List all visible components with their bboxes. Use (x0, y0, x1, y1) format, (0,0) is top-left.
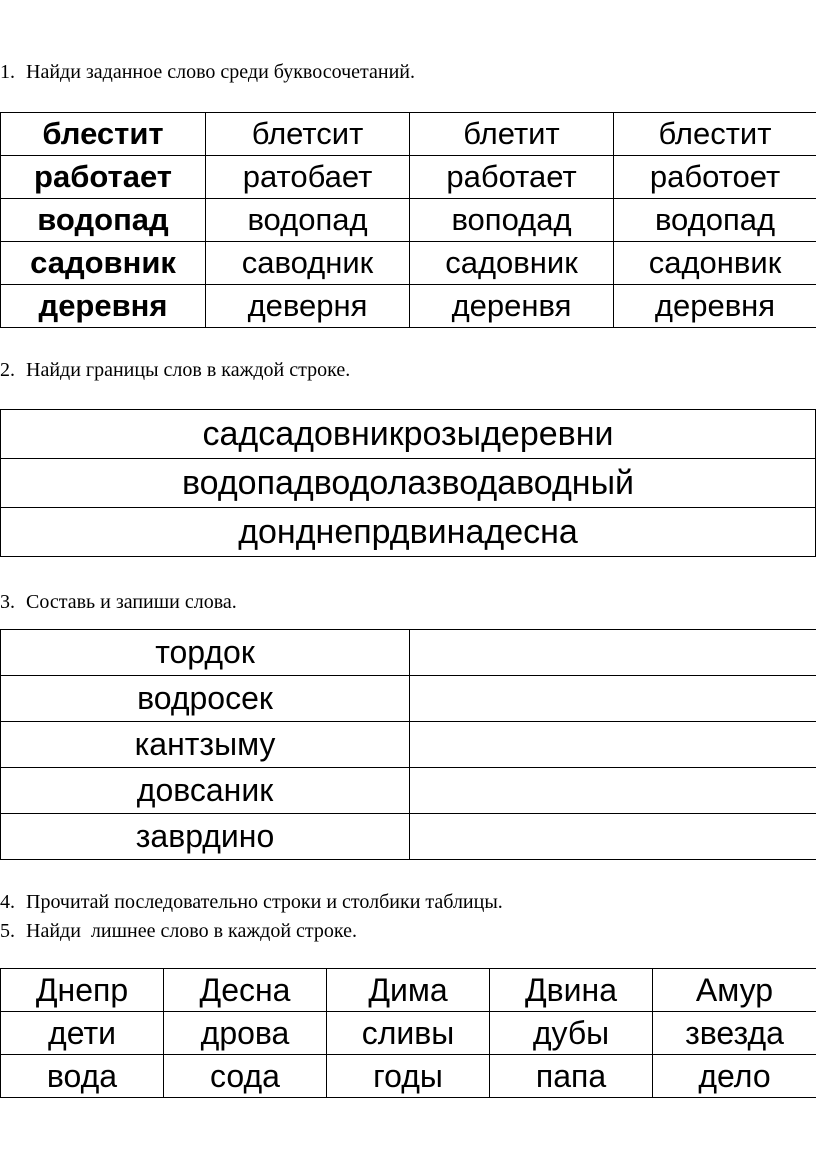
letter-combination: блетит (410, 113, 614, 156)
task3-heading (0, 590, 237, 614)
word-cell: Амур (653, 969, 816, 1012)
table-row (1, 156, 816, 199)
table-row (1, 630, 816, 676)
task1-number: 1. (0, 61, 15, 83)
letter-combination: саводник (206, 242, 410, 285)
letter-combination: садонвик (614, 242, 816, 285)
letter-combination: деверня (206, 285, 410, 328)
word-boundaries-table (0, 409, 816, 557)
table-row (1, 814, 816, 860)
table-row (1, 508, 816, 557)
letter-string: водопадводолазводаводный (1, 459, 816, 508)
target-word: блестит (1, 113, 206, 156)
answer-cell[interactable] (410, 768, 816, 814)
word-cell: Днепр (1, 969, 164, 1012)
letter-combination: садовник (410, 242, 614, 285)
task2-number: 2. (0, 359, 15, 381)
table-row (1, 199, 816, 242)
word-cell: дети (1, 1012, 164, 1055)
answer-cell[interactable] (410, 630, 816, 676)
table-row (1, 459, 816, 508)
task3-number: 3. (0, 591, 15, 613)
scrambled-word: тордок (1, 630, 410, 676)
letter-combination: блестит (614, 113, 816, 156)
word-cell: Десна (164, 969, 327, 1012)
word-cell: годы (327, 1055, 490, 1098)
task2-instruction: Найди границы слов в каждой строке. (26, 359, 351, 381)
target-word: деревня (1, 285, 206, 328)
table-row (1, 285, 816, 328)
anagram-table (0, 629, 816, 860)
word-cell: дрова (164, 1012, 327, 1055)
scrambled-word: довсаник (1, 768, 410, 814)
scrambled-word: кантзыму (1, 722, 410, 768)
task5-number: 5. (0, 920, 15, 942)
task4-instruction: Прочитай последовательно строки и столбики таблицы. (26, 891, 503, 913)
letter-combination: деренвя (410, 285, 614, 328)
table-row (1, 1012, 816, 1055)
letter-combination: работоет (614, 156, 816, 199)
letter-string: садсадовникрозыдеревни (1, 410, 816, 459)
answer-cell[interactable] (410, 722, 816, 768)
task1-heading (0, 60, 415, 84)
letter-combination: блетсит (206, 113, 410, 156)
word-cell: звезда (653, 1012, 816, 1055)
table-row (1, 676, 816, 722)
task5-instruction: Найди лишнее слово в каждой строке. (26, 920, 357, 942)
word-cell: Двина (490, 969, 653, 1012)
letter-combination: водопад (614, 199, 816, 242)
word-cell: сода (164, 1055, 327, 1098)
word-cell: папа (490, 1055, 653, 1098)
table-row (1, 722, 816, 768)
letter-combination: деревня (614, 285, 816, 328)
word-cell: дело (653, 1055, 816, 1098)
word-cell: дубы (490, 1012, 653, 1055)
word-search-table (0, 112, 816, 328)
task4-heading (0, 890, 503, 914)
letter-combination: воподад (410, 199, 614, 242)
table-row (1, 113, 816, 156)
task1-instruction: Найди заданное слово среди буквосочетаний. (26, 61, 415, 83)
table-row (1, 410, 816, 459)
table-row (1, 768, 816, 814)
table-row (1, 969, 816, 1012)
word-cell: сливы (327, 1012, 490, 1055)
target-word: водопад (1, 199, 206, 242)
letter-combination: работает (410, 156, 614, 199)
odd-word-table (0, 968, 816, 1098)
answer-cell[interactable] (410, 676, 816, 722)
task2-heading (0, 358, 350, 382)
answer-cell[interactable] (410, 814, 816, 860)
task4-number: 4. (0, 891, 15, 913)
task5-heading (0, 919, 357, 943)
scrambled-word: водросек (1, 676, 410, 722)
table-row (1, 242, 816, 285)
word-cell: Дима (327, 969, 490, 1012)
letter-combination: ратобает (206, 156, 410, 199)
scrambled-word: заврдино (1, 814, 410, 860)
task3-instruction: Составь и запиши слова. (26, 591, 237, 613)
letter-combination: водопад (206, 199, 410, 242)
letter-string: донднепрдвинадесна (1, 508, 816, 557)
table-row (1, 1055, 816, 1098)
word-cell: вода (1, 1055, 164, 1098)
target-word: работает (1, 156, 206, 199)
target-word: садовник (1, 242, 206, 285)
